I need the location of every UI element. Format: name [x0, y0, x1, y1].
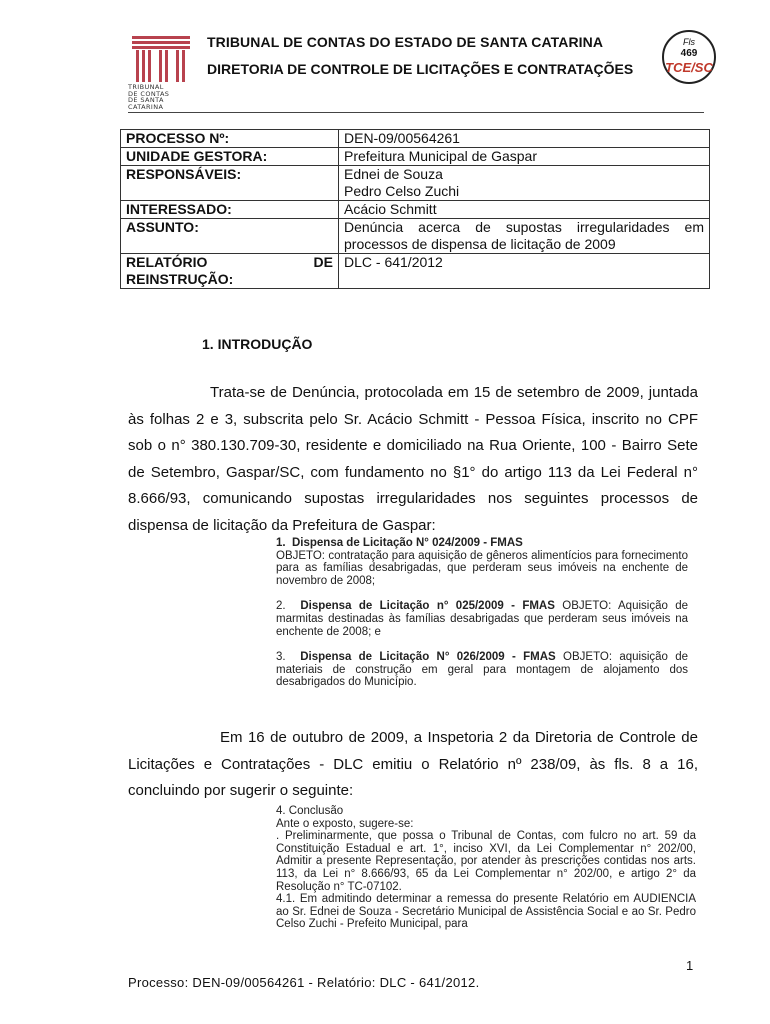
relatorio-value: DLC - 641/2012 [339, 254, 710, 289]
unidade-value: Prefeitura Municipal de Gaspar [339, 148, 710, 166]
relatorio-label-b: DE [313, 254, 333, 270]
org-name: TRIBUNAL DE CONTAS DO ESTADO DE SANTA CATARINA [207, 34, 604, 50]
relatorio-label [121, 254, 339, 289]
responsaveis-label: RESPONSÁVEIS: [121, 166, 339, 201]
relatorio-label-c: REINSTRUÇÃO: [126, 271, 234, 287]
second-paragraph: Em 16 de outubro de 2009, a Inspetoria 2 da Diretoria de Controle de Licitações e Contratações - DLC emitiu o Relatório nº 238/09, às fls. 8 a 16, concluindo por sugerir o seguinte: [128, 729, 698, 799]
responsaveis-value [339, 166, 710, 201]
interessado-value: Acácio Schmitt [339, 201, 710, 219]
table-row [121, 219, 710, 254]
list-item: 1. Dispensa de Licitação N° 024/2009 - FMAS OBJETO: contratação para aquisição de gêneros alimentícios para fornecimento para as famílias desabrigadas, que perderam seus imóveis na enchente de novembro de 2008; [276, 537, 688, 587]
tce-logo [128, 34, 194, 112]
dispensa-list [276, 537, 688, 702]
page-footer: Processo: DEN-09/00564261 - Relatório: DLC - 641/2012. [128, 975, 480, 990]
list-item: 2. Dispensa de Licitação n° 025/2009 - FMAS OBJETO: Aquisição de marmitas destinadas às famílias desabrigadas que perderam seus imóveis na enchente de 2008; e [276, 600, 689, 638]
list-item: 3. Dispensa de Licitação N° 026/2009 - FMAS OBJETO: aquisição de materiais de construção em geral para montagem de alojamento dos desabrigados do Município. [276, 651, 689, 689]
conclusion-p2: 4.1. Em admitindo determinar a remessa do presente Relatório em AUDIENCIA ao Sr. Ednei de Souza - Secretário Municipal de Assistência Social e ao Sr. Pedro Celso Zuchi - Prefeito Municipal, para [276, 893, 696, 931]
table-row [121, 130, 710, 148]
table-row [121, 201, 710, 219]
table-row [121, 254, 710, 289]
intro-paragraph: Trata-se de Denúncia, protocolada em 15 de setembro de 2009, juntada às folhas 2 e 3, subscrita pelo Sr. Acácio Schmitt - Pessoa Física, inscrito no CPF sob o n° 380.130.709-30, residente e domiciliado na Rua Oriente, 100 - Bairro Sete de Setembro, Gaspar/SC, com fundamento no §1° do artigo 113 da Lei Federal n° 8.666/93, comunicando supostas irregularidades nos seguintes processos de dispensa de licitação da Prefeitura de Gaspar: [128, 384, 698, 534]
table-row [121, 166, 710, 201]
header-divider [128, 112, 704, 113]
stamp-page-number: 469 [680, 48, 698, 59]
tce-logo-mark-icon [132, 36, 190, 82]
conclusion-p1: . Preliminarmente, que possa o Tribunal de Contas, com fulcro no art. 59 da Constituição Estadual e art. 1°, inciso XVI, da Lei Complementar n° 202/00, Admitir a presente Representação, por atender às prescrições contidas nos arts. 113, da Lei n° 8.666/93, 65 da Lei Complementar n° 202/00, e artigo 2° da Resolução n° TC-07102. [276, 830, 696, 893]
process-info-table [120, 129, 710, 289]
logo-text: TRIBUNAL DE CONTAS DE SANTA CATARINA [128, 83, 170, 111]
responsavel-1: Ednei de Souza [344, 166, 443, 182]
page-number: 1 [686, 958, 694, 973]
stamp-mark: TCE/SC [665, 60, 713, 75]
conclusion-intro: Ante o exposto, sugere-se: [276, 817, 414, 830]
folio-stamp [662, 30, 716, 84]
assunto-value: Denúncia acerca de supostas irregularidades em processos de dispensa de licitação de 2009 [339, 219, 710, 254]
assunto-label: ASSUNTO: [121, 219, 339, 254]
page-header [0, 0, 770, 115]
section-title: 1. INTRODUÇÃO [202, 336, 313, 352]
conclusion-heading: 4. Conclusão [276, 805, 344, 817]
relatorio-label-a: RELATÓRIO [126, 254, 208, 270]
org-division: DIRETORIA DE CONTROLE DE LICITAÇÕES E CONTRATAÇÕES [207, 61, 634, 77]
unidade-label: UNIDADE GESTORA: [121, 148, 339, 166]
conclusion-quote [276, 805, 696, 931]
responsavel-2: Pedro Celso Zuchi [344, 183, 460, 199]
stamp-fls-label: Fls [683, 37, 695, 47]
interessado-label: INTERESSADO: [121, 201, 339, 219]
processo-label: PROCESSO Nº: [121, 130, 339, 148]
table-row [121, 148, 710, 166]
processo-value: DEN-09/00564261 [339, 130, 710, 148]
